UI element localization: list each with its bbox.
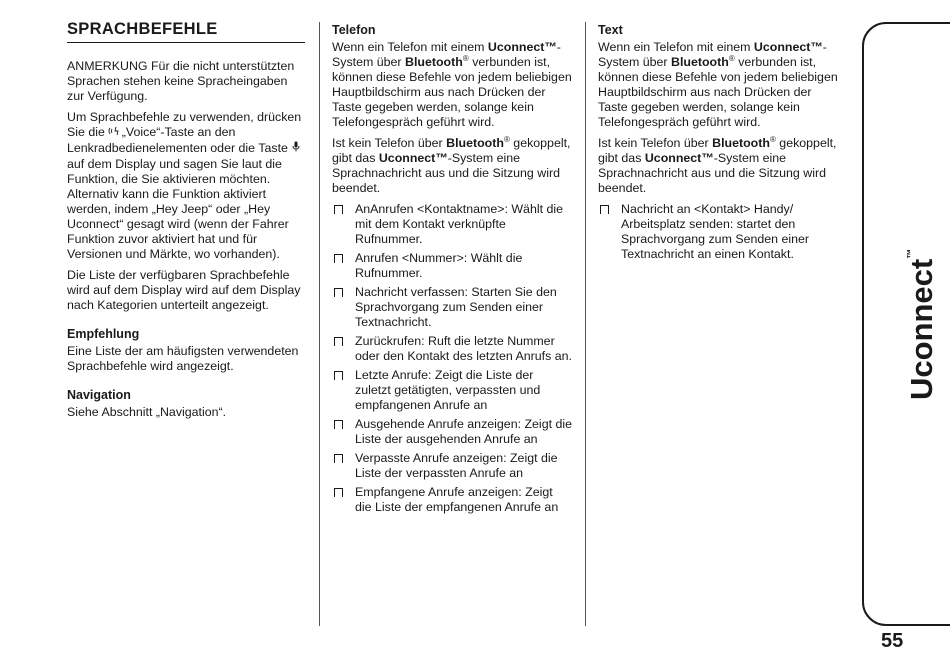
subheading-empfehlung: Empfehlung bbox=[67, 327, 140, 341]
column-text bbox=[598, 18, 838, 266]
section-title: SPRACHBEFEHLE bbox=[67, 18, 305, 43]
text: -System über bbox=[332, 40, 561, 69]
subheading-text: Text bbox=[598, 23, 623, 37]
bluetooth-name: Bluetooth bbox=[405, 55, 463, 69]
checkbox-bullet-icon bbox=[334, 488, 343, 497]
usage-text-b: „Voice“-Taste an den Lenkradbedienelementen oder die Taste bbox=[67, 125, 288, 155]
text: gekoppelt, gibt das bbox=[332, 136, 571, 165]
empfehlung-paragraph: Eine Liste der am häufigsten verwendeten Sprachbefehle wird angezeigt. bbox=[67, 344, 299, 373]
text-command-list bbox=[598, 202, 838, 262]
list-item bbox=[598, 202, 838, 262]
text: Ist kein Telefon über bbox=[332, 136, 443, 150]
list-item bbox=[332, 285, 572, 330]
column-divider bbox=[319, 22, 320, 626]
list-item bbox=[332, 202, 572, 247]
text: Wenn ein Telefon mit einem bbox=[332, 40, 485, 54]
registered-mark: ® bbox=[769, 134, 776, 144]
voice-icon bbox=[108, 126, 118, 141]
bluetooth-name: Bluetooth bbox=[671, 55, 729, 69]
brand-name: Uconnect™ bbox=[753, 40, 823, 54]
list-item bbox=[332, 451, 572, 481]
registered-mark: ® bbox=[462, 53, 469, 63]
text: verbunden ist, können diese Befehle von jedem beliebigen Hauptbildschirm aus nach Drücken der Taste gegeben werden, solange kein Telefongespräch geführt wird. bbox=[598, 55, 838, 129]
list-item-text: AnAnrufen <Kontaktname>: Wählt die mit dem Kontakt verknüpfte Rufnummer. bbox=[355, 202, 564, 246]
usage-text-a: Um Sprachbefehle zu verwenden, drücken Sie die bbox=[67, 110, 302, 139]
column-divider bbox=[585, 22, 586, 626]
note-paragraph: ANMERKUNG Für die nicht unterstützten Sprachen stehen keine Spracheingaben zur Verfügung. bbox=[67, 59, 295, 103]
navigation-paragraph: Siehe Abschnitt „Navigation“. bbox=[67, 405, 227, 419]
list-item-text: Empfangene Anrufe anzeigen: Zeigt die Liste der empfangenen Anrufe an bbox=[355, 485, 559, 514]
column-telefon bbox=[332, 18, 572, 519]
page-number: 55 bbox=[881, 630, 904, 652]
chapter-tab-label bbox=[906, 249, 937, 400]
list-item-text: Zurückrufen: Ruft die letzte Nummer oder den Kontakt des letzten Anrufs an. bbox=[355, 334, 572, 363]
text-intro-paragraph bbox=[598, 40, 838, 130]
text: verbunden ist, können diese Befehle von jedem beliebigen Hauptbildschirm aus nach Drücken der Taste gegeben werden, solange kein Telefongespräch geführt wird. bbox=[332, 55, 572, 129]
checkbox-bullet-icon bbox=[334, 254, 343, 263]
checkbox-bullet-icon bbox=[334, 337, 343, 346]
list-item-text: Ausgehende Anrufe anzeigen: Zeigt die Liste der ausgehenden Anrufe an bbox=[355, 417, 572, 446]
usage-paragraph bbox=[67, 110, 307, 262]
registered-mark: ® bbox=[728, 53, 735, 63]
bluetooth-name: Bluetooth bbox=[712, 136, 770, 150]
list-item bbox=[332, 417, 572, 447]
brand-name: Uconnect™ bbox=[378, 151, 448, 165]
subheading-telefon: Telefon bbox=[332, 23, 376, 37]
telefon-intro-paragraph bbox=[332, 40, 572, 130]
list-item bbox=[332, 334, 572, 364]
list-item bbox=[332, 485, 572, 515]
checkbox-bullet-icon bbox=[334, 420, 343, 429]
list-item-text: Letzte Anrufe: Zeigt die Liste der zuletzt getätigten, verpassten und empfangenen Anrufe an bbox=[355, 368, 541, 412]
list-item-text: Nachricht verfassen: Starten Sie den Sprachvorgang zum Senden einer Textnachricht. bbox=[355, 285, 557, 329]
checkbox-bullet-icon bbox=[600, 205, 609, 214]
list-item-text: Anrufen <Nummer>: Wählt die Rufnummer. bbox=[355, 251, 523, 280]
brand-name: Uconnect™ bbox=[487, 40, 557, 54]
chapter-name: Uconnect bbox=[904, 258, 939, 400]
text: Wenn ein Telefon mit einem bbox=[598, 40, 751, 54]
checkbox-bullet-icon bbox=[334, 371, 343, 380]
checkbox-bullet-icon bbox=[334, 288, 343, 297]
list-item-text: Nachricht an <Kontakt> Handy/ Arbeitsplatz senden: startet den Sprachvorgang zum Senden einer Textnachricht an einen Kontakt. bbox=[621, 202, 810, 261]
bluetooth-name: Bluetooth bbox=[446, 136, 504, 150]
microphone-icon bbox=[291, 141, 301, 157]
checkbox-bullet-icon bbox=[334, 454, 343, 463]
usage-text-c: auf dem Display und sagen Sie laut die Funktion, die Sie aktivieren möchten. Alternativ kann die Funktion aktiviert werden, indem „Hey Jeep“ oder „Hey Uconnect“ gesagt wird (wenn der Fahrer Funktion zuvor aktiviert hat und für Versionen und Märkte, wo vorhanden). bbox=[67, 157, 289, 261]
telefon-pairing-paragraph bbox=[332, 136, 572, 196]
brand-name: Uconnect™ bbox=[644, 151, 714, 165]
text-pairing-paragraph bbox=[598, 136, 838, 196]
registered-mark: ® bbox=[503, 134, 510, 144]
text: -System eine Sprachnachricht aus und die Sitzung wird beendet. bbox=[598, 151, 826, 195]
list-item-text: Verpasste Anrufe anzeigen: Zeigt die Liste der verpassten Anrufe an bbox=[355, 451, 558, 480]
text: -System eine Sprachnachricht aus und die Sitzung wird beendet. bbox=[332, 151, 560, 195]
trademark-mark: ™ bbox=[906, 248, 917, 259]
list-paragraph: Die Liste der verfügbaren Sprachbefehle wird auf dem Display wird auf dem Display nach Kategorien unterteilt angezeigt. bbox=[67, 268, 301, 312]
subheading-navigation: Navigation bbox=[67, 388, 131, 402]
text: Ist kein Telefon über bbox=[598, 136, 709, 150]
list-item bbox=[332, 368, 572, 413]
text: -System über bbox=[598, 40, 827, 69]
text: gekoppelt, gibt das bbox=[598, 136, 837, 165]
telefon-command-list bbox=[332, 202, 572, 515]
list-item bbox=[332, 251, 572, 281]
checkbox-bullet-icon bbox=[334, 205, 343, 214]
column-sprachbefehle bbox=[67, 18, 307, 426]
